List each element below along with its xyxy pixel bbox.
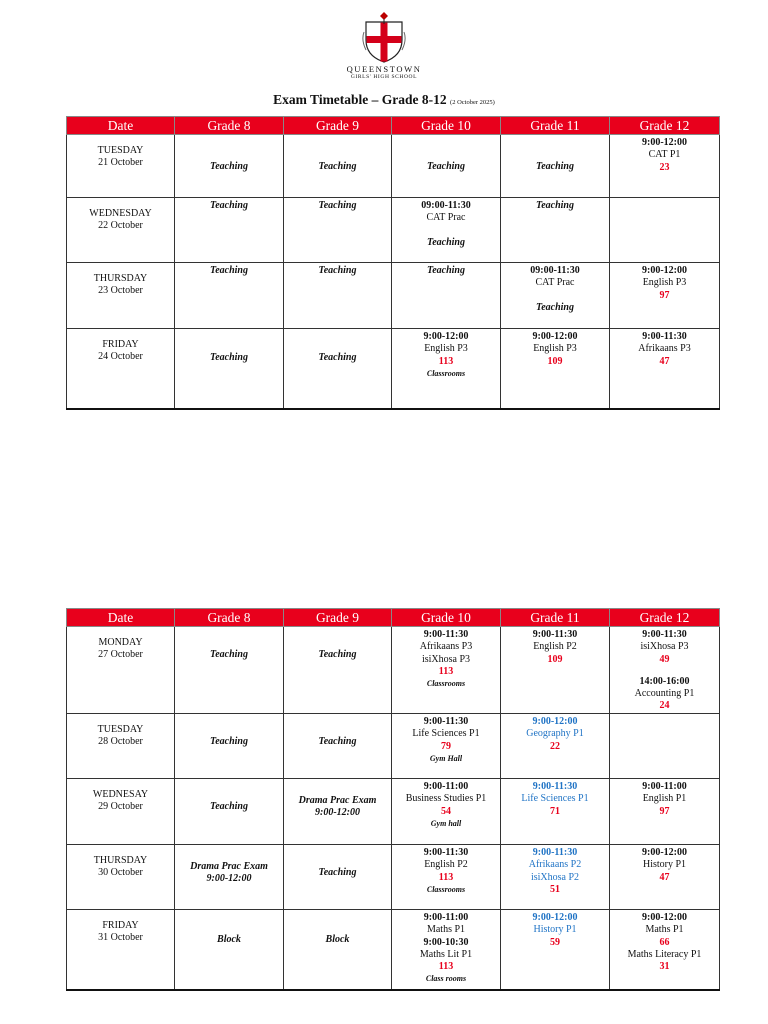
day-date: 31 October [98, 932, 143, 944]
spacer [394, 225, 498, 237]
teaching-label: Teaching [427, 236, 465, 248]
exam-time: 9:00-12:00 [423, 331, 469, 342]
day-name: TUESDAY [97, 724, 144, 735]
page-title [0, 92, 768, 108]
exam-subject: Life Sciences P1 [412, 728, 480, 740]
title-text: Exam Timetable – Grade 8-12 [273, 92, 447, 107]
exam-time: 9:00-11:30 [532, 847, 578, 858]
learner-count: 59 [550, 936, 560, 948]
exam-time: 9:00-11:00 [642, 781, 687, 792]
exam-venue: Class rooms [425, 974, 467, 984]
grade-8-cell [175, 845, 284, 910]
date-cell [67, 263, 175, 329]
learner-count: 97 [659, 289, 670, 301]
grade-8-cell: Teaching [175, 627, 284, 714]
exam-time: 9:00-12:00 [532, 716, 578, 727]
exam-time: 9:00-12:00 [532, 331, 578, 342]
grade-8-cell: Teaching [175, 263, 284, 329]
date-cell [67, 845, 175, 910]
day-date: 27 October [98, 649, 143, 661]
learner-count: 109 [547, 653, 563, 665]
col-grade-8: Grade 8 [175, 117, 284, 135]
spacer [503, 290, 607, 302]
exam-time: 9:00-10:30 [423, 936, 469, 948]
exam-subject: History P1 [533, 924, 577, 936]
grade-9-cell: Teaching [284, 845, 392, 910]
day-name: FRIDAY [102, 920, 139, 931]
day-date: 30 October [98, 867, 143, 879]
exam-time: 09:00-11:30 [530, 265, 580, 276]
grade-11-cell: Teaching [501, 135, 610, 198]
school-name: QUEENSTOWN [346, 64, 422, 74]
learner-count: 54 [441, 805, 451, 817]
grade-12-cell [610, 779, 720, 845]
exam-subject: English P3 [424, 343, 468, 355]
grade-9-cell: Teaching [284, 263, 392, 329]
learner-count: 22 [550, 740, 560, 752]
grade-11-cell [501, 714, 610, 779]
grade-12-cell [610, 845, 720, 910]
learner-count: 109 [547, 355, 563, 367]
day-name: TUESDAY [97, 145, 144, 156]
exam-venue: Classrooms [426, 884, 466, 894]
table-row [67, 263, 720, 329]
day-name: WEDNESDAY [89, 208, 152, 219]
day-name: FRIDAY [102, 339, 139, 350]
table-row [67, 910, 720, 990]
learner-count: 47 [659, 355, 670, 367]
exam-time: 9:00-11:30 [532, 781, 578, 792]
exam-subject: CAT P1 [648, 149, 681, 161]
grade-12-cell [610, 627, 720, 714]
day-name: MONDAY [98, 637, 143, 648]
table-row [67, 779, 720, 845]
learner-count: 23 [659, 161, 670, 173]
exam-subject: Maths P1 [426, 924, 466, 936]
exam-subject: English P2 [424, 859, 468, 871]
grade-10-cell [392, 198, 501, 263]
learner-count: 24 [659, 700, 670, 712]
date-cell [67, 198, 175, 263]
day-date: 24 October [98, 351, 143, 363]
day-name: WEDNESAY [92, 789, 149, 800]
exam-subject: isiXhosa P3 [421, 653, 471, 665]
grade-11-cell [501, 910, 610, 990]
grade-9-cell: Teaching [284, 627, 392, 714]
grade-12-cell [610, 714, 720, 779]
learner-count: 66 [659, 936, 670, 948]
exam-subject: History P1 [642, 859, 687, 871]
grade-9-cell [284, 779, 392, 845]
exam-time: 9:00-11:30 [423, 629, 469, 640]
exam-subject: Geography P1 [526, 728, 584, 740]
grade-9-cell: Teaching [284, 198, 392, 263]
date-cell [67, 910, 175, 990]
learner-count: 113 [438, 961, 454, 973]
grade-9-cell: Teaching [284, 135, 392, 198]
exam-time: 14:00-16:00 [639, 675, 690, 687]
exam-venue: Gym hall [430, 818, 462, 828]
teaching-label: Teaching [536, 301, 574, 313]
col-grade-12: Grade 12 [610, 117, 720, 135]
col-grade-8: Grade 8 [175, 609, 284, 627]
exam-subject: Maths P1 [645, 924, 684, 936]
col-date: Date [67, 117, 175, 135]
date-cell [67, 329, 175, 409]
exam-subject: isiXhosa P3 [640, 641, 689, 653]
exam-time: 9:00-11:00 [423, 781, 469, 792]
exam-subject: isiXhosa P2 [530, 871, 580, 883]
exam-time: 9:00-11:30 [423, 847, 469, 858]
exam-time: 09:00-11:30 [421, 200, 471, 211]
grade-10-cell [392, 329, 501, 409]
grade-11-cell [501, 779, 610, 845]
school-subtitle: GIRLS' HIGH SCHOOL [350, 74, 418, 80]
exam-subject: Business Studies P1 [405, 793, 487, 805]
col-grade-12: Grade 12 [610, 609, 720, 627]
grade-12-cell [610, 910, 720, 990]
exam-venue: Gym Hall [429, 753, 463, 763]
table-row [67, 845, 720, 910]
day-date: 28 October [98, 736, 143, 748]
exam-subject: Maths Literacy P1 [627, 948, 702, 960]
exam-subject: Accounting P1 [634, 688, 695, 700]
grade-12-cell [610, 329, 720, 409]
grade-10-cell [392, 910, 501, 990]
grade-10-cell: Teaching [392, 135, 501, 198]
exam-time: 9:00-11:30 [642, 331, 687, 342]
learner-count: 49 [659, 653, 670, 665]
exam-subject: Drama Prac Exam [298, 795, 377, 806]
exam-subject: CAT Prac [426, 212, 466, 224]
grade-11-cell [501, 329, 610, 409]
learner-count: 113 [438, 665, 454, 677]
col-grade-11: Grade 11 [501, 609, 610, 627]
crest-logo-icon [361, 10, 407, 64]
spacer [612, 666, 717, 676]
grade-8-cell: Teaching [175, 779, 284, 845]
exam-venue: Classrooms [426, 368, 466, 378]
exam-time: 9:00-12:00 [532, 912, 578, 923]
exam-time: 9:00-12:00 [642, 847, 687, 858]
header-row [67, 117, 720, 135]
grade-8-cell: Teaching [175, 135, 284, 198]
timetable-week-2 [66, 608, 720, 991]
date-cell [67, 135, 175, 198]
grade-10-cell: Teaching [392, 263, 501, 329]
date-cell [67, 714, 175, 779]
day-date: 23 October [98, 285, 143, 297]
grade-12-cell [610, 135, 720, 198]
grade-11-cell [501, 263, 610, 329]
col-grade-11: Grade 11 [501, 117, 610, 135]
day-date: 29 October [98, 801, 143, 813]
col-grade-9: Grade 9 [284, 609, 392, 627]
table-row [67, 329, 720, 409]
col-date: Date [67, 609, 175, 627]
day-name: THURSDAY [93, 273, 148, 284]
grade-10-cell [392, 714, 501, 779]
learner-count: 79 [441, 740, 451, 752]
day-date: 21 October [98, 157, 143, 169]
exam-subject: English P3 [533, 343, 577, 355]
exam-subject: Drama Prac Exam [190, 861, 268, 872]
grade-8-cell: Teaching [175, 329, 284, 409]
grade-8-cell: Teaching [175, 714, 284, 779]
exam-time: 9:00-11:30 [532, 629, 578, 640]
date-cell [67, 779, 175, 845]
col-grade-9: Grade 9 [284, 117, 392, 135]
exam-time: 9:00-12:00 [642, 137, 687, 148]
grade-10-cell [392, 627, 501, 714]
day-name: THURSDAY [93, 855, 148, 866]
table-row [67, 627, 720, 714]
exam-subject: Life Sciences P1 [521, 793, 589, 805]
timetable-week-1 [66, 116, 720, 410]
grade-10-cell [392, 779, 501, 845]
grade-9-cell: Teaching [284, 714, 392, 779]
learner-count: 71 [550, 805, 560, 817]
table-row [67, 714, 720, 779]
exam-subject: English P3 [642, 277, 687, 289]
exam-subject: Afrikaans P2 [528, 859, 582, 871]
header-row [67, 609, 720, 627]
school-crest [342, 10, 426, 88]
grade-11-cell [501, 845, 610, 910]
grade-8-cell: Teaching [175, 198, 284, 263]
grade-12-cell [610, 263, 720, 329]
learner-count: 113 [438, 871, 454, 883]
exam-time: 9:00-11:30 [642, 629, 687, 640]
table-row [67, 135, 720, 198]
col-grade-10: Grade 10 [392, 117, 501, 135]
day-date: 22 October [98, 220, 143, 232]
exam-time: 9:00-11:00 [423, 912, 469, 923]
exam-time: 9:00-12:00 [206, 873, 252, 885]
exam-subject: English P2 [533, 641, 577, 653]
title-date-note: (2 October 2025) [450, 99, 495, 106]
exam-venue: Classrooms [426, 679, 466, 689]
col-grade-10: Grade 10 [392, 609, 501, 627]
learner-count: 47 [659, 871, 670, 883]
exam-subject: Maths Lit P1 [419, 948, 473, 960]
learner-count: 113 [438, 355, 454, 367]
grade-9-cell: Teaching [284, 329, 392, 409]
grade-10-cell [392, 845, 501, 910]
learner-count: 97 [659, 805, 670, 817]
grade-11-cell [501, 627, 610, 714]
grade-9-cell: Block [284, 910, 392, 990]
exam-subject: Afrikaans P3 [419, 641, 473, 653]
exam-time: 9:00-12:00 [315, 807, 360, 819]
exam-subject: CAT Prac [535, 277, 575, 289]
exam-time: 9:00-12:00 [642, 912, 687, 923]
exam-time: 9:00-12:00 [642, 265, 687, 276]
table-row [67, 198, 720, 263]
exam-subject: English P1 [642, 793, 687, 805]
grade-11-cell: Teaching [501, 198, 610, 263]
learner-count: 51 [550, 883, 560, 895]
grade-12-cell [610, 198, 720, 263]
date-cell [67, 627, 175, 714]
exam-time: 9:00-11:30 [423, 716, 469, 727]
learner-count: 31 [659, 961, 670, 973]
exam-subject: Afrikaans P3 [638, 343, 691, 355]
grade-8-cell: Block [175, 910, 284, 990]
